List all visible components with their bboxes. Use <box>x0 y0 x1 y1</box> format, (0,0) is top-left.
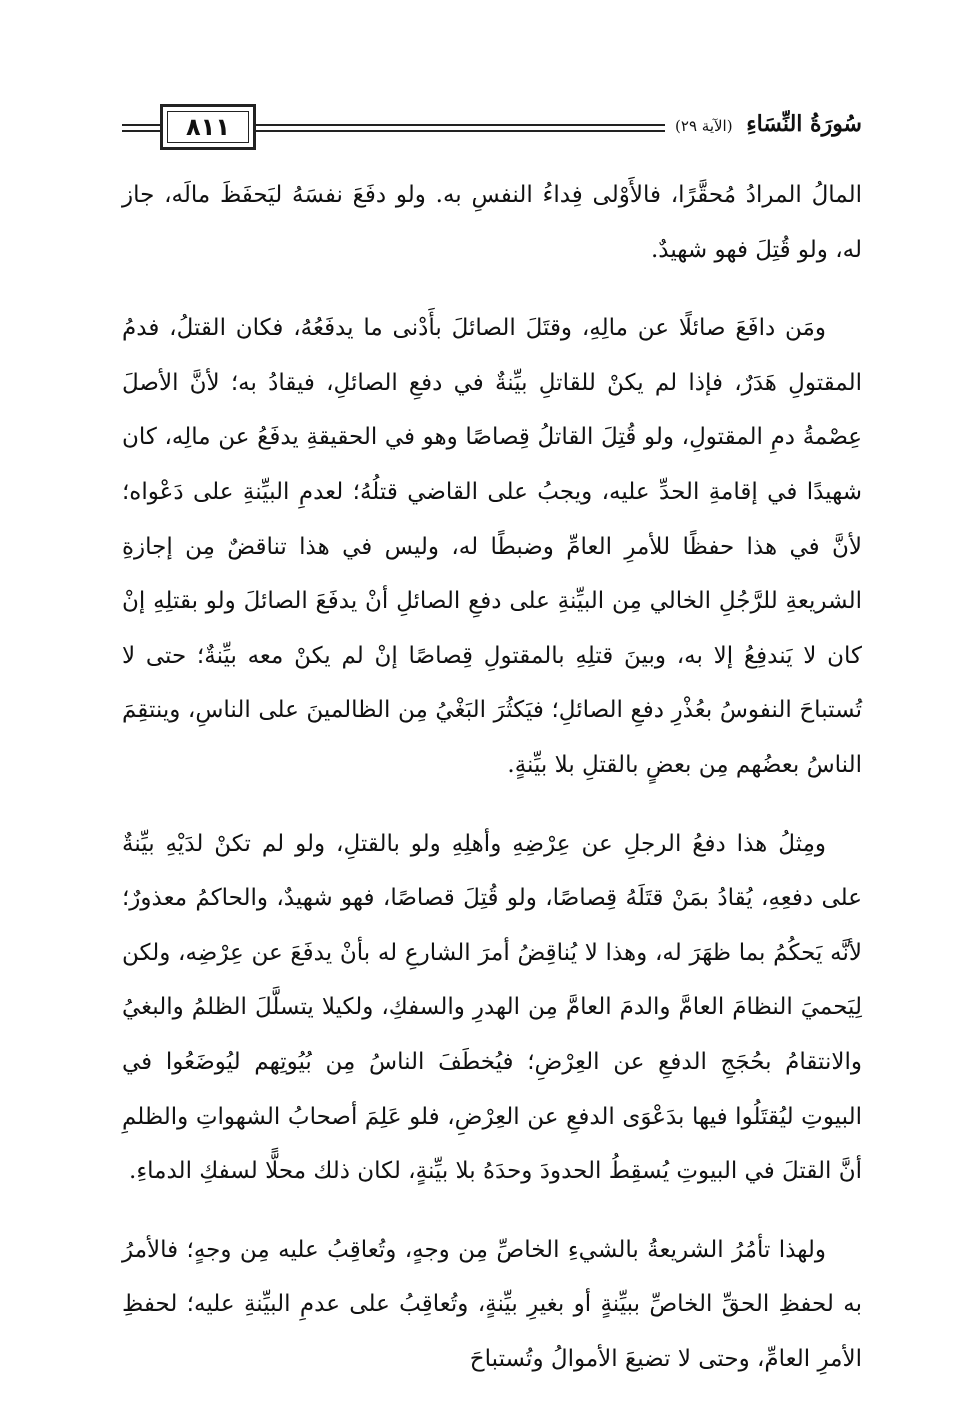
page-body <box>122 168 862 1410</box>
surah-title <box>665 104 862 146</box>
paragraph: ومَن دافَعَ صائلًا عن مالِهِ، وقتَلَ الصائلَ بأَدْنى ما يدفَعُهُ، فكان القتلُ، فدمُ المقتولِ هَدَرٌ، فإذا لم يكنْ للقاتلِ بيِّنةٌ في دفعِ الصائلِ، فيقادُ به؛ لأنَّ الأصلَ عِصْمةُ دمِ المقتولِ، ولو قُتِلَ القاتلُ قِصاصًا وهو في الحقيقةِ يدفَعُ عن مالِه، كان شهيدًا في إقامةِ الحدِّ عليه، ويجبُ على القاضي قتلُهُ؛ لعدمِ البيِّنةِ على دَعْواه؛ لأنَّ في هذا حفظًا للأمرِ العامِّ وضبطًا له، وليس في هذا تناقضٌ مِن إجازةِ الشريعةِ للرَّجُلِ الخالي مِن البيِّنةِ على دفعِ الصائلِ أنْ يدفَعَ الصائلَ ولو بقتلِهِ إنْ كان لا يَندفِعُ إلا به، وبينَ قتلِهِ بالمقتولِ قِصاصًا إنْ لم يكنْ معه بيِّنةٌ؛ حتى لا تُستباحَ النفوسُ بعُذْرِ دفعِ الصائلِ؛ فيَكثُرَ البَغْيُ مِن الظالمينَ على الناسِ، وينتقِمَ الناسُ بعضُهم مِن بعضٍ بالقتلِ بلا بيِّنةٍ. <box>122 315 862 778</box>
page-number-frame <box>160 104 256 150</box>
paragraph: المالُ المرادُ مُحقَّرًا، فالأَوْلى فِداءُ النفسِ به. ولو دفَعَ نفسَهُ ليَحفَظَ مالَه، جاز له، ولو قُتِلَ فهو شهيدٌ. <box>122 182 862 263</box>
page-header <box>122 104 862 150</box>
page-number: ٨١١ <box>186 113 230 141</box>
paragraph: ومِثلُ هذا دفعُ الرجلِ عن عِرْضِهِ وأهلِهِ ولو بالقتلِ، ولو لم تكنْ لدَيْهِ بيِّنةٌ على دفعِهِ، يُقادُ بمَنْ قتَلَهُ قِصاصًا، ولو قُتِلَ قصاصًا، فهو شهيدٌ، والحاكمُ معذورٌ؛ لأنَّه يَحكُمُ بما ظهَرَ له، وهذا لا يُناقِضُ أمرَ الشارعِ له بأنْ يدفَعَ عن عِرْضِه، ولكن لِيَحميَ النظامَ العامَّ والدمَ العامَّ مِن الهدرِ والسفكِ، ولكيلا يتسلَّلَ الظلمُ والبغيُ والانتقامُ بحُجَجِ الدفعِ عن العِرْضِ؛ فيُخطَفَ الناسُ مِن بُيُوتِهم ليُوضَعُوا في البيوتِ ليُقتَلُوا فيها بدَعْوَى الدفعِ عن العِرْضِ، فلو عَلِمَ أصحابُ الشهواتِ والظلمِ أنَّ القتلَ في البيوتِ يُسقِطُ الحدودَ وحدَهُ بلا بيِّنةٍ، لكان ذلك محلًّا لسفكِ الدماءِ. <box>122 830 862 1185</box>
ayah-reference: (الآية ٢٩) <box>675 117 733 135</box>
surah-name: سُورَةُ النِّسَاءِ <box>746 111 862 137</box>
paragraph: ولهذا تأمُرُ الشريعةُ بالشيءِ الخاصِّ مِن وجهٍ، وتُعاقِبُ عليه مِن وجهٍ؛ فالأمرُ به لحفظِ الحقِّ الخاصِّ ببيِّنةٍ أو بغيرِ بيِّنةٍ، وتُعاقِبُ على عدمِ البيِّنةِ عليه؛ لحفظِ الأمرِ العامِّ، وحتى لا تضيعَ الأموالُ وتُستباحَ <box>122 1236 862 1372</box>
